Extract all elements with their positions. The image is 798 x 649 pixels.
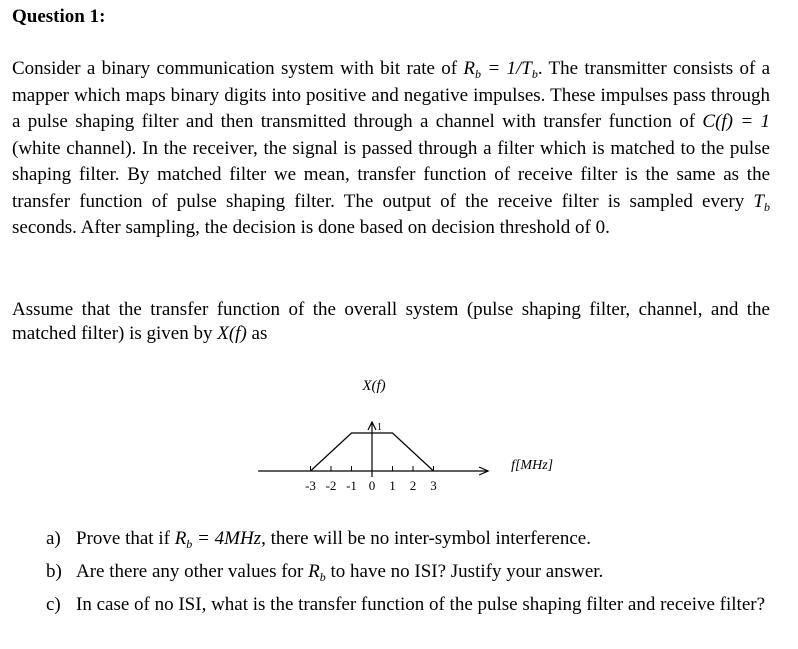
peak-value-label: 1 bbox=[377, 422, 382, 433]
paragraph-text: Consider a binary communication system with bit rate of bbox=[12, 58, 464, 79]
paragraph-text: Assume that the transfer function of the overall system (pulse shaping filter, channel, and the matched filter) is given by bbox=[12, 299, 770, 344]
problem-paragraph bbox=[12, 56, 770, 242]
question-b bbox=[46, 560, 770, 584]
paragraph-text: . The transmitter consists of a mapper which maps binary digits into positive and negative impulses. These impulses pass through a pulse shaping filter and then transmitted through a channel with transfer function of bbox=[12, 58, 771, 132]
x-tick-label: 3 bbox=[430, 478, 437, 493]
x-tick-label: 1 bbox=[389, 478, 396, 493]
paragraph-text: seconds. After sampling, the decision is done based on decision threshold of 0. bbox=[12, 217, 610, 238]
question-text: In case of no ISI, what is the transfer function of the pulse shaping filter and receive filter? bbox=[76, 594, 766, 615]
question-formula: $R_b$ bbox=[308, 561, 326, 584]
x-tick-label: -1 bbox=[346, 478, 357, 493]
y-axis-label: X(f) bbox=[362, 378, 386, 394]
question-text: Are there any other values for bbox=[76, 561, 309, 582]
question-text: to have no ISI? Justify your answer. bbox=[325, 561, 604, 582]
x-tick-label: -3 bbox=[305, 478, 316, 493]
question-text: , there will be no inter-symbol interference. bbox=[261, 528, 591, 549]
paragraph-text: (white channel). In the receiver, the signal is passed through a filter which is matched to the pulse shaping filter. By matched filter we mean, transfer function of receive filter is the same as the transfer function of pulse shaping filter. The output of the receive filter is sampled every bbox=[12, 137, 770, 212]
question-list bbox=[46, 527, 770, 617]
question-text: Prove that if bbox=[76, 528, 175, 549]
paragraph-text: as bbox=[246, 323, 268, 344]
transfer-function-chart bbox=[250, 370, 570, 500]
bit-rate-formula: $R_b = 1/T_b$ bbox=[463, 58, 538, 81]
x-axis-label: f[MHz] bbox=[511, 458, 554, 473]
question-heading: Question 1: bbox=[12, 6, 106, 27]
question-label: a) bbox=[46, 528, 61, 549]
assumption-paragraph bbox=[12, 298, 770, 346]
question-c bbox=[46, 593, 770, 617]
transfer-function-formula: X(f) bbox=[217, 323, 247, 344]
bit-period-formula: $T_b$ bbox=[753, 190, 770, 214]
question-label: b) bbox=[46, 561, 62, 582]
question-label: c) bbox=[46, 594, 61, 615]
x-tick-label: -2 bbox=[325, 478, 337, 493]
question-formula: $R_b = 4MHz$ bbox=[174, 528, 262, 551]
x-tick-label: 2 bbox=[409, 478, 417, 493]
x-tick-label: 0 bbox=[368, 478, 376, 493]
transfer-function-figure bbox=[250, 370, 570, 500]
question-a bbox=[46, 527, 770, 551]
channel-formula: C(f) = 1 bbox=[702, 111, 770, 132]
